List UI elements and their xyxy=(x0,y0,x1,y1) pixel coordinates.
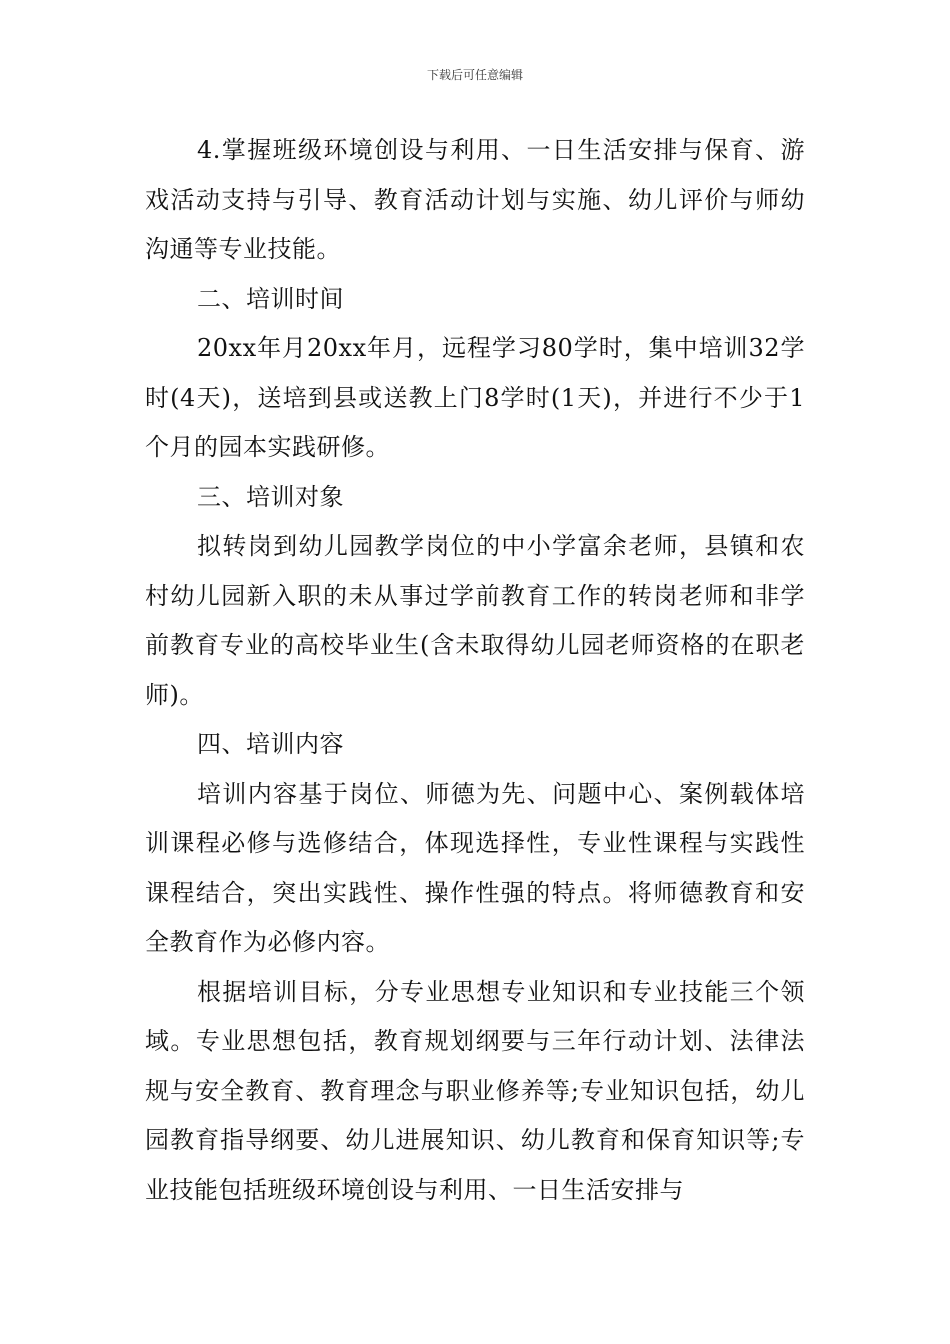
paragraph-time: 20xx年月20xx年月，远程学习80学时，集中培训32学时(4天)，送培到县或送教上门8学时(1天)，并进行不少于1个月的园本实践研修。 xyxy=(145,334,805,461)
document-body xyxy=(145,126,805,1215)
section-heading-time: 二、培训时间 xyxy=(197,284,344,313)
paragraph-content: 培训内容基于岗位、师德为先、问题中心、案例载体培训课程必修与选修结合，体现选择性，专业性课程与实践性课程结合，突出实践性、操作性强的特点。将师德教育和安全教育作为必修内容。 xyxy=(145,779,805,956)
paragraph-skills: 4.掌握班级环境创设与利用、一日生活安排与保育、游戏活动支持与引导、教育活动计划与实施、幼儿评价与师幼沟通等专业技能。 xyxy=(145,136,805,263)
paragraph-target: 拟转岗到幼儿园教学岗位的中小学富余老师，县镇和农村幼儿园新入职的未从事过学前教育工作的转岗老师和非学前教育专业的高校毕业生(含未取得幼儿园老师资格的在职老师)。 xyxy=(145,532,805,709)
page-header: 下载后可任意编辑 xyxy=(426,68,523,82)
paragraph-domains: 根据培训目标，分专业思想专业知识和专业技能三个领域。专业思想包括，教育规划纲要与三年行动计划、法律法规与安全教育、教育理念与职业修养等;专业知识包括，幼儿园教育指导纲要、幼儿进展知识、幼儿教育和保育知识等;专业技能包括班级环境创设与利用、一日生活安排与 xyxy=(145,977,805,1204)
section-heading-content: 四、培训内容 xyxy=(197,730,344,758)
section-heading-target: 三、培训对象 xyxy=(197,482,344,511)
